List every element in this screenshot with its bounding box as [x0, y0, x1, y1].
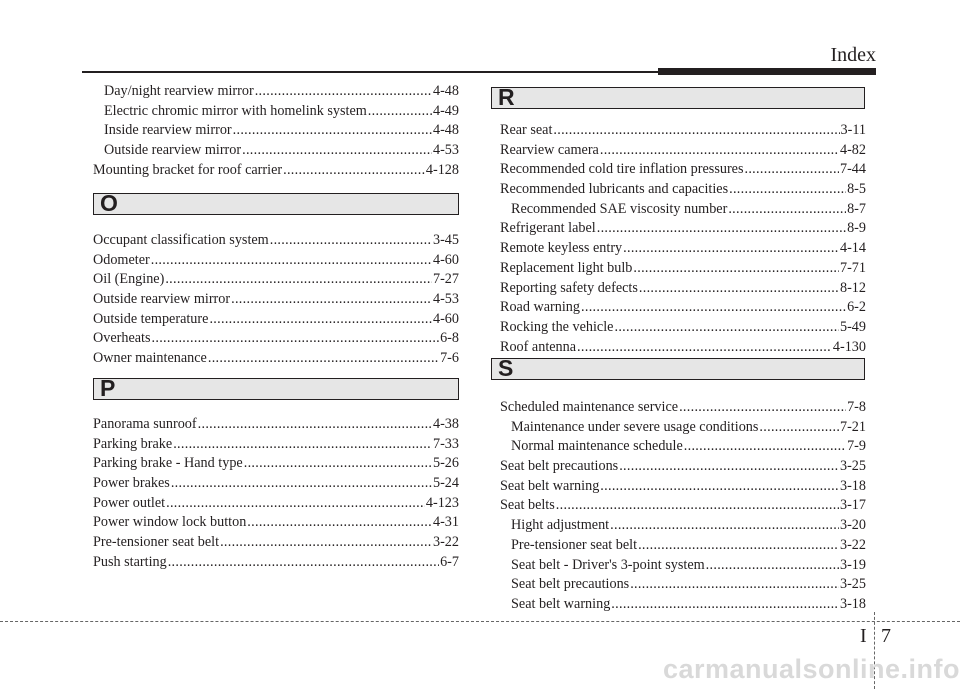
- section-header-o: [93, 190, 459, 216]
- footer-page-number: 7: [881, 625, 891, 647]
- dot-leader: [619, 457, 839, 477]
- index-entry: [500, 516, 866, 536]
- index-entry-page: 7-33: [432, 435, 459, 452]
- dot-leader: [630, 575, 839, 595]
- section-r-entries: [500, 121, 866, 357]
- dot-leader: [270, 231, 432, 251]
- index-entry: [500, 457, 866, 477]
- index-entry-page: 3-25: [839, 576, 866, 593]
- index-entry: [93, 415, 459, 435]
- index-entry-page: 7-9: [847, 438, 866, 455]
- index-entry-page: 7-27: [432, 271, 459, 288]
- index-entry: [93, 161, 459, 181]
- index-entry-page: 3-19: [839, 556, 866, 573]
- section-o-entries: [93, 231, 459, 369]
- index-entry-term: Seat belt warning: [500, 477, 600, 494]
- index-entry: [93, 102, 459, 122]
- index-entry-page: 8-12: [839, 279, 866, 296]
- dot-leader: [581, 298, 846, 318]
- dot-leader: [759, 418, 839, 438]
- dot-leader: [283, 161, 425, 181]
- index-entry-page: 3-45: [432, 232, 459, 248]
- index-entry-term: Outside rearview mirror: [93, 291, 231, 308]
- dot-leader: [244, 454, 432, 474]
- index-entry: [93, 141, 459, 161]
- section-header-p: [93, 375, 459, 401]
- index-entry: [93, 290, 459, 310]
- index-entry-page: 4-123: [425, 494, 459, 511]
- index-entry-term: Owner maintenance: [93, 350, 207, 367]
- dot-leader: [209, 310, 432, 330]
- index-entry: [500, 338, 866, 358]
- dot-leader: [165, 270, 432, 290]
- index-entry-page: 5-49: [839, 318, 866, 335]
- index-entry: [500, 141, 866, 161]
- index-entry: [93, 251, 459, 271]
- index-entry: [93, 231, 459, 251]
- dot-leader: [611, 595, 839, 615]
- index-entry: [93, 349, 459, 369]
- dot-leader: [208, 349, 439, 369]
- index-entry-page: 4-128: [425, 161, 459, 178]
- dot-leader: [151, 251, 432, 271]
- index-entry: [500, 536, 866, 556]
- dot-leader: [684, 437, 846, 457]
- index-entry-page: 7-8: [847, 399, 866, 415]
- index-entry-term: Seat belt - Driver's 3-point system: [511, 556, 705, 573]
- index-entry-term: Power window lock button: [93, 514, 247, 531]
- index-entry-term: Mounting bracket for roof carrier: [93, 161, 283, 178]
- dot-leader: [614, 318, 839, 338]
- index-entry: [500, 556, 866, 576]
- section-header-r: [491, 84, 865, 110]
- dot-leader: [744, 160, 839, 180]
- section-letter-o: O: [100, 190, 118, 216]
- index-entry-term: Normal maintenance schedule: [511, 438, 683, 455]
- index-entry: [93, 533, 459, 553]
- footer-dashed-line: [0, 621, 960, 622]
- index-entry-page: 3-17: [839, 497, 866, 514]
- watermark: carmanualsonline.info: [662, 654, 960, 684]
- index-entry: [93, 494, 459, 514]
- index-entry-page: 3-25: [839, 458, 866, 475]
- index-entry-term: Replacement light bulb: [500, 259, 633, 276]
- index-entry-page: 4-49: [432, 102, 459, 119]
- index-entry-term: Electric chromic mirror with homelink system: [104, 102, 367, 119]
- index-entry-page: 3-22: [839, 536, 866, 553]
- index-entry-page: 6-2: [847, 299, 866, 316]
- index-entry-term: Outside rearview mirror: [104, 142, 242, 159]
- dot-leader: [242, 141, 432, 161]
- index-entry: [500, 398, 866, 418]
- index-entry-page: 4-31: [432, 514, 459, 531]
- index-entry-term: Power outlet: [93, 494, 166, 511]
- index-entry-term: Inside rearview mirror: [104, 122, 232, 139]
- dot-leader: [597, 219, 846, 239]
- index-entry-term: Scheduled maintenance service: [500, 399, 679, 415]
- section-letter-p: P: [100, 375, 116, 401]
- index-entry: [93, 474, 459, 494]
- index-entry: [500, 496, 866, 516]
- index-entry-page: 4-14: [839, 240, 866, 257]
- index-entry-term: Day/night rearview mirror: [104, 83, 254, 99]
- dot-leader: [166, 494, 425, 514]
- index-entry-page: 7-6: [440, 350, 459, 367]
- index-entry-page: 8-5: [847, 181, 866, 198]
- index-entry-term: Oil (Engine): [93, 271, 165, 288]
- index-entry-term: Hight adjustment: [511, 517, 610, 534]
- index-entry-term: Roof antenna: [500, 338, 577, 355]
- index-entry: [500, 418, 866, 438]
- index-entry-page: 7-21: [839, 418, 866, 435]
- index-entry-page: 4-53: [432, 291, 459, 308]
- index-entry-term: Recommended cold tire inflation pressures: [500, 161, 744, 178]
- index-entry-page: 8-7: [847, 200, 866, 217]
- index-entry-page: 7-71: [839, 259, 866, 276]
- index-entry: [500, 279, 866, 299]
- index-entry: [500, 200, 866, 220]
- index-entry-term: Overheats: [93, 330, 151, 347]
- dot-leader: [247, 513, 432, 533]
- index-entry-page: 4-48: [432, 122, 459, 139]
- dot-leader: [610, 516, 839, 536]
- dot-leader: [255, 82, 432, 102]
- dot-leader: [553, 121, 839, 141]
- index-entry: [500, 121, 866, 141]
- index-entry-term: Pre-tensioner seat belt: [511, 536, 638, 553]
- index-entry: [500, 239, 866, 259]
- index-entry-page: 7-44: [839, 161, 866, 178]
- index-entry-term: Parking brake: [93, 435, 173, 452]
- index-entry-term: Rocking the vehicle: [500, 318, 614, 335]
- index-entry-page: 3-22: [432, 534, 459, 551]
- index-entry-page: 6-8: [440, 330, 459, 347]
- index-entry: [500, 595, 866, 615]
- dot-leader: [173, 435, 432, 455]
- index-entry-term: Recommended SAE viscosity number: [511, 200, 728, 217]
- index-entry-term: Seat belt precautions: [500, 458, 619, 475]
- dot-leader: [368, 102, 432, 122]
- index-entry: [500, 219, 866, 239]
- dot-leader: [638, 536, 839, 556]
- index-entry: [93, 553, 459, 573]
- index-entry: [93, 454, 459, 474]
- index-entry-term: Push starting: [93, 553, 167, 570]
- index-entry-term: Seat belt warning: [511, 595, 611, 612]
- index-entry-term: Panorama sunroof: [93, 416, 197, 432]
- index-entry-page: 3-18: [839, 595, 866, 612]
- section-header-s: [491, 355, 865, 381]
- dot-leader: [556, 496, 839, 516]
- index-entry-page: 3-18: [839, 477, 866, 494]
- index-entry: [500, 437, 866, 457]
- index-entry: [500, 298, 866, 318]
- section-s-entries: [500, 398, 866, 615]
- index-entry: [500, 477, 866, 497]
- index-entry-page: 4-60: [432, 310, 459, 327]
- index-entry: [93, 435, 459, 455]
- left-column-top: [93, 82, 459, 180]
- index-entry: [93, 82, 459, 102]
- dot-leader: [623, 239, 839, 259]
- dot-leader: [168, 553, 439, 573]
- index-entry-page: 4-38: [432, 416, 459, 432]
- footer-section-letter: I: [860, 625, 867, 647]
- header-accent-bar: [658, 68, 876, 75]
- index-entry-term: Seat belt precautions: [511, 576, 630, 593]
- index-entry-page: 5-24: [432, 475, 459, 492]
- dot-leader: [220, 533, 432, 553]
- index-entry-page: 4-53: [432, 142, 459, 159]
- dot-leader: [729, 180, 846, 200]
- index-entry: [93, 121, 459, 141]
- index-entry-term: Refrigerant label: [500, 220, 596, 237]
- index-entry-page: 3-20: [839, 517, 866, 534]
- dot-leader: [577, 338, 832, 358]
- section-letter-s: S: [498, 355, 514, 381]
- index-entry: [500, 180, 866, 200]
- dot-leader: [233, 121, 432, 141]
- index-entry-term: Remote keyless entry: [500, 240, 623, 257]
- index-entry-term: Odometer: [93, 251, 150, 268]
- dot-leader: [728, 200, 846, 220]
- dot-leader: [600, 477, 839, 497]
- header-title: Index: [830, 44, 876, 66]
- index-entry-page: 3-11: [840, 122, 866, 138]
- dot-leader: [600, 141, 839, 161]
- dot-leader: [706, 556, 839, 576]
- index-entry: [500, 318, 866, 338]
- index-entry-term: Parking brake - Hand type: [93, 455, 243, 472]
- index-entry-term: Occupant classification system: [93, 232, 269, 248]
- index-entry-term: Power brakes: [93, 475, 170, 492]
- index-entry-term: Rearview camera: [500, 141, 599, 158]
- index-entry-page: 4-48: [432, 83, 459, 99]
- index-entry-term: Rear seat: [500, 122, 553, 138]
- index-entry-term: Seat belts: [500, 497, 555, 514]
- index-entry-page: 6-7: [440, 553, 459, 570]
- index-entry-term: Reporting safety defects: [500, 279, 638, 296]
- index-entry: [93, 310, 459, 330]
- index-entry: [500, 575, 866, 595]
- index-entry-term: Recommended lubricants and capacities: [500, 181, 729, 198]
- index-entry-page: 5-26: [432, 455, 459, 472]
- index-entry: [93, 270, 459, 290]
- index-entry-page: 8-9: [847, 220, 866, 237]
- index-entry-term: Road warning: [500, 299, 580, 316]
- dot-leader: [679, 398, 846, 418]
- index-entry: [500, 160, 866, 180]
- dot-leader: [633, 259, 839, 279]
- index-entry-page: 4-60: [432, 251, 459, 268]
- index-entry-term: Outside temperature: [93, 310, 209, 327]
- dot-leader: [198, 415, 432, 435]
- section-p-entries: [93, 415, 459, 573]
- index-entry: [500, 259, 866, 279]
- dot-leader: [231, 290, 432, 310]
- index-entry-page: 4-130: [832, 338, 866, 355]
- index-entry: [93, 513, 459, 533]
- dot-leader: [639, 279, 839, 299]
- index-entry-page: 4-82: [839, 141, 866, 158]
- index-entry-term: Maintenance under severe usage conditions: [511, 418, 759, 435]
- dot-leader: [152, 329, 440, 349]
- section-letter-r: R: [498, 84, 515, 110]
- index-entry: [93, 329, 459, 349]
- index-entry-term: Pre-tensioner seat belt: [93, 534, 220, 551]
- dot-leader: [171, 474, 432, 494]
